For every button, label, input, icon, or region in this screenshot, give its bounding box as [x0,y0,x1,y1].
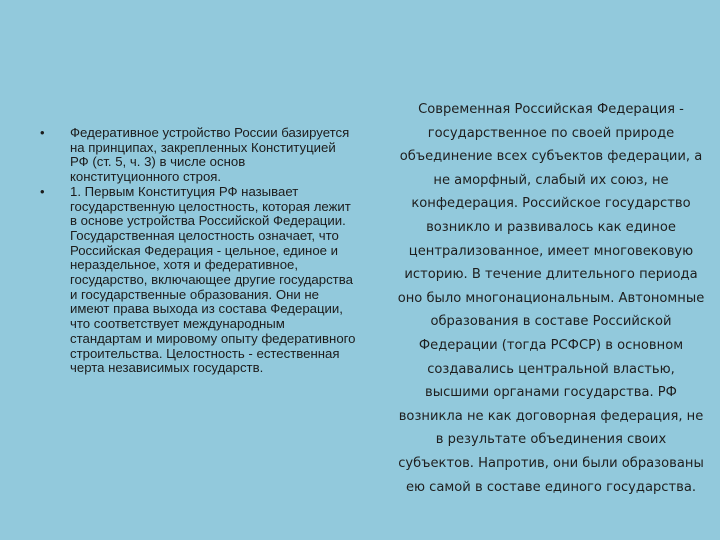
bullet-text: Федеративное устройство России базируется на принципах, закрепленных Конституцией РФ (ст. 5, ч. 3) в числе основ конституционного строя. [70,125,350,185]
bullet-list [40,126,358,376]
left-column [40,126,358,376]
list-item [40,185,358,376]
bullet-text: 1. Первым Конституция РФ называет государственную целостность, которая лежит в основе устройства Российской Федерации. Государственная целостность означает, что Российская Федерация - цельное, единое и нераздельное, хотя и федеративное, государство, включающее другие государства и государственные образования. Они не имеют права выхода из состава Федерации, что соответствует международным стандартам и мировому опыту федеративного строительства. Целостность - естественная черта независимых государств. [70,183,356,376]
bullet-marker: • [40,183,45,199]
bullet-marker: • [40,125,45,140]
list-item [40,126,358,185]
right-text-block: Современная Российская Федерация - государственное по своей природе объединение всех субъектов федерации, а не аморфный, слабый их союз, не конфедерация. Российское государство возникло и развивалось как единое централизованное, имеет многовековую историю. В течение длительного периода оно было многонациональным. Автономные образования в составе Российской Федерации (тогда РСФСР) в основном создавались центральной властью, высшими органами государства. РФ возникла не как договорная федерация, не в результате объединения своих субъектов. Напротив, они были образованы ею самой в составе единого государства. [397,102,705,495]
